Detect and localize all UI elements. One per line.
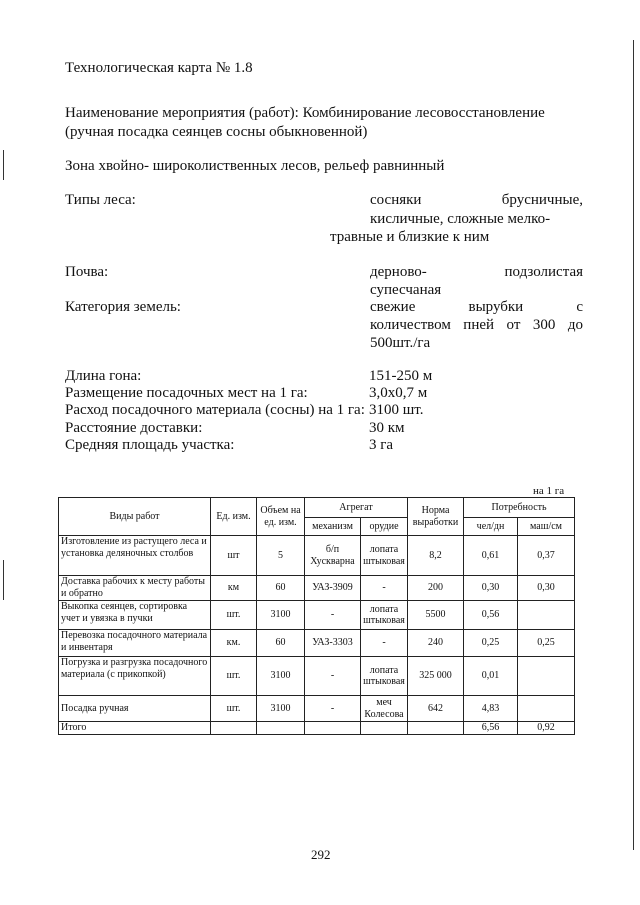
cell-norm: 5500 [408,601,464,630]
empty-cell [257,722,305,735]
param-label: Размещение посадочных мест на 1 га: [65,385,308,401]
forest-types-line-2: кисличные, сложные мелко- [370,211,551,227]
land-category-label: Категория земель: [65,299,181,315]
forest-types-word: брусничные, [501,192,583,208]
cell-volume: 3100 [257,601,305,630]
header-work: Виды работ [59,498,211,536]
zone-text: Зона хвойно- широколиственных лесов, рельеф равнинный [65,158,445,174]
cell-work: Доставка рабочих к месту работы и обратно [59,576,211,601]
param-value: 30 км [369,420,405,436]
total-machine: 0,92 [518,722,575,735]
header-mechanism: механизм [305,518,361,536]
cell-tool: лопата штыковая [361,601,408,630]
forest-types-line-1 [370,191,583,209]
cell-unit: шт. [211,657,257,696]
scan-edge-right [633,40,634,850]
table-row [59,601,575,630]
land-category-word: 300 [532,317,556,333]
param-value: 3 га [369,437,394,453]
cell-unit: шт [211,536,257,576]
land-category-word: количеством [370,317,451,333]
cell-volume: 60 [257,630,305,657]
empty-cell [305,722,361,735]
soil-label: Почва: [65,264,109,280]
cell-tool: - [361,630,408,657]
cell-mechanism: - [305,696,361,722]
header-need: Потребность [464,498,575,518]
param-value: 151-250 м [369,368,433,384]
cell-person: 0,01 [464,657,518,696]
cell-tool: лопата штыковая [361,536,408,576]
param-label: Длина гона: [65,368,142,384]
land-category-word: до [567,317,583,333]
cell-tool: меч Колесова [361,696,408,722]
soil-word: дерново- [370,264,427,280]
forest-types-label: Типы леса: [65,192,136,208]
table-row [59,657,575,696]
cell-machine: 0,37 [518,536,575,576]
land-category-line-2 [370,316,583,334]
cell-machine [518,657,575,696]
cell-norm: 200 [408,576,464,601]
header-tool: орудие [361,518,408,536]
cell-person: 0,56 [464,601,518,630]
cell-norm: 325 000 [408,657,464,696]
forest-types-line-3: травные и близкие к ним [330,229,490,245]
cell-person: 0,61 [464,536,518,576]
header-norm: Норма выработки [408,498,464,536]
activity-line-1: Наименование мероприятия (работ): Комбинирование лесовосстановление [65,105,545,121]
land-category-word: свежие [370,299,416,315]
soil-line-2: супесчаная [370,282,442,298]
cell-unit: шт. [211,696,257,722]
header-unit: Ед. изм. [211,498,257,536]
cell-machine: 0,25 [518,630,575,657]
param-value: 3,0х0,7 м [369,385,428,401]
cell-work: Изготовление из растущего леса и установка деляночных столбов [59,536,211,576]
cell-norm: 240 [408,630,464,657]
forest-types-word: сосняки [370,192,422,208]
param-label: Расход посадочного материала (сосны) на 1 га: [65,402,365,418]
cell-volume: 5 [257,536,305,576]
document-title: Технологическая карта № 1.8 [65,60,253,76]
cell-work: Посадка ручная [59,696,211,722]
empty-cell [211,722,257,735]
land-category-word: пней [463,317,495,333]
total-person: 6,56 [464,722,518,735]
empty-cell [408,722,464,735]
table-row [59,536,575,576]
cell-mechanism: УАЗ-3909 [305,576,361,601]
land-category-line-3: 500шт./га [370,335,431,351]
cell-person: 0,25 [464,630,518,657]
cell-mechanism: УАЗ-3303 [305,630,361,657]
land-category-word: от [506,317,521,333]
cell-machine [518,601,575,630]
cell-unit: км. [211,630,257,657]
cell-person: 4,83 [464,696,518,722]
cell-volume: 3100 [257,657,305,696]
total-label: Итого [59,722,211,735]
cell-norm: 8,2 [408,536,464,576]
table-row [59,696,575,722]
land-category-word: с [576,299,583,315]
cell-volume: 60 [257,576,305,601]
land-category-word: вырубки [468,299,524,315]
cell-unit: шт. [211,601,257,630]
cell-machine: 0,30 [518,576,575,601]
page-number: 292 [311,847,331,862]
param-label: Средняя площадь участка: [65,437,235,453]
cell-tool: - [361,576,408,601]
soil-line-1 [370,263,583,281]
scan-edge-left [3,150,4,180]
soil-word: подзолистая [504,264,583,280]
cell-tool: лопата штыковая [361,657,408,696]
land-category-line-1 [370,298,583,316]
table-total-row [59,722,575,735]
cell-work: Перевозка посадочного материала и инвентаря [59,630,211,657]
works-table [58,497,575,735]
cell-mechanism: - [305,657,361,696]
cell-machine [518,696,575,722]
table-note: на 1 га [533,485,565,497]
param-label: Расстояние доставки: [65,420,203,436]
cell-work: Погрузка и разгрузка посадочного материала (с прикопкой) [59,657,211,696]
cell-mechanism: б/п Хускварна [305,536,361,576]
cell-mechanism: - [305,601,361,630]
cell-unit: км [211,576,257,601]
header-aggregate: Агрегат [305,498,408,518]
table-row [59,576,575,601]
header-volume: Объем на ед. изм. [257,498,305,536]
param-value: 3100 шт. [369,402,424,418]
header-person: чел/дн [464,518,518,536]
cell-work: Выкопка сеянцев, сортировка учет и увязка в пучки [59,601,211,630]
table-row [59,630,575,657]
cell-volume: 3100 [257,696,305,722]
header-machine: маш/см [518,518,575,536]
cell-norm: 642 [408,696,464,722]
cell-person: 0,30 [464,576,518,601]
activity-line-2: (ручная посадка сеянцев сосны обыкновенной) [65,124,368,140]
empty-cell [361,722,408,735]
scan-edge-left-lower [3,560,4,600]
